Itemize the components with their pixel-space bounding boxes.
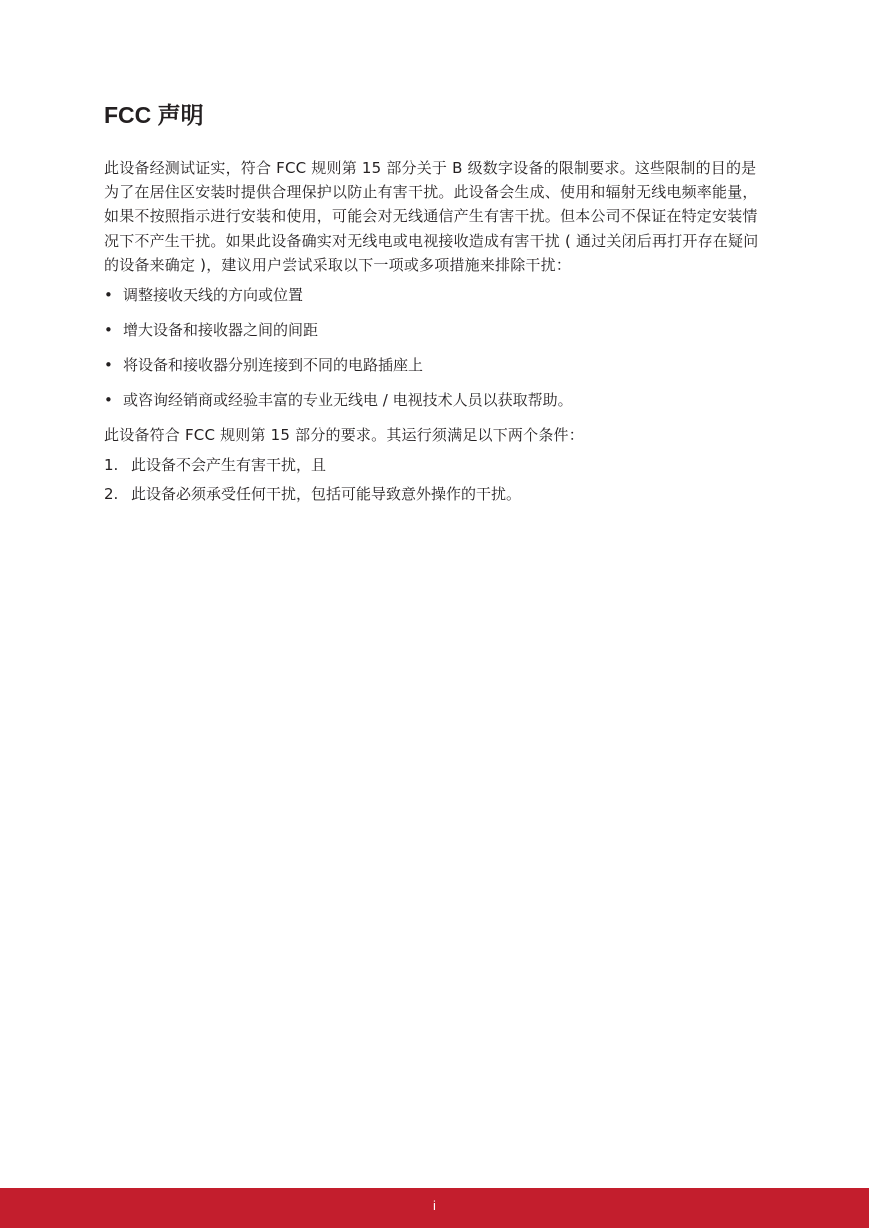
bullet-icon: •	[104, 356, 113, 375]
list-item	[104, 482, 764, 506]
list-item-text: 此设备不会产生有害干扰，且	[131, 456, 327, 475]
footer-bar	[0, 1188, 869, 1228]
conditions-list	[104, 453, 764, 506]
list-item-text: 调整接收天线的方向或位置	[123, 286, 304, 305]
list-item	[104, 318, 764, 342]
section-title: FCC 声明	[104, 102, 204, 128]
bullet-icon: •	[104, 321, 113, 340]
list-item-text: 此设备必须承受任何干扰，包括可能导致意外操作的干扰。	[131, 485, 522, 504]
list-item	[104, 283, 764, 307]
measures-list	[104, 283, 764, 412]
list-item-number: 1.	[104, 456, 119, 475]
bullet-icon: •	[104, 391, 113, 410]
bullet-icon: •	[104, 286, 113, 305]
list-item	[104, 388, 764, 412]
list-item-text: 增大设备和接收器之间的间距	[123, 321, 319, 340]
list-item-number: 2.	[104, 485, 119, 504]
list-item	[104, 353, 764, 377]
page-content	[104, 98, 764, 511]
list-item	[104, 453, 764, 477]
list-item-text: 将设备和接收器分别连接到不同的电路插座上	[123, 356, 424, 375]
page-number: i	[433, 1198, 436, 1213]
conditions-paragraph: 此设备符合 FCC 规则第 15 部分的要求。其运行须满足以下两个条件：	[104, 426, 584, 445]
list-item-text: 或咨询经销商或经验丰富的专业无线电 / 电视技术人员以获取帮助。	[123, 391, 573, 410]
intro-paragraph: 此设备经测试证实，符合 FCC 规则第 15 部分关于 B 级数字设备的限制要求。这些限制的目的是为了在居住区安装时提供合理保护以防止有害干扰。此设备会生成、使用和辐射无线电频率能量，如果不按照指示进行安装和使用，可能会对无线通信产生有害干扰。但本公司不保证在特定安装情况下不产生干扰。如果此设备确实对无线电或电视接收造成有害干扰 ( 通过关闭后再打开存在疑问的设备来确定 )，建议用户尝试采取以下一项或多项措施来排除干扰：	[104, 159, 759, 274]
